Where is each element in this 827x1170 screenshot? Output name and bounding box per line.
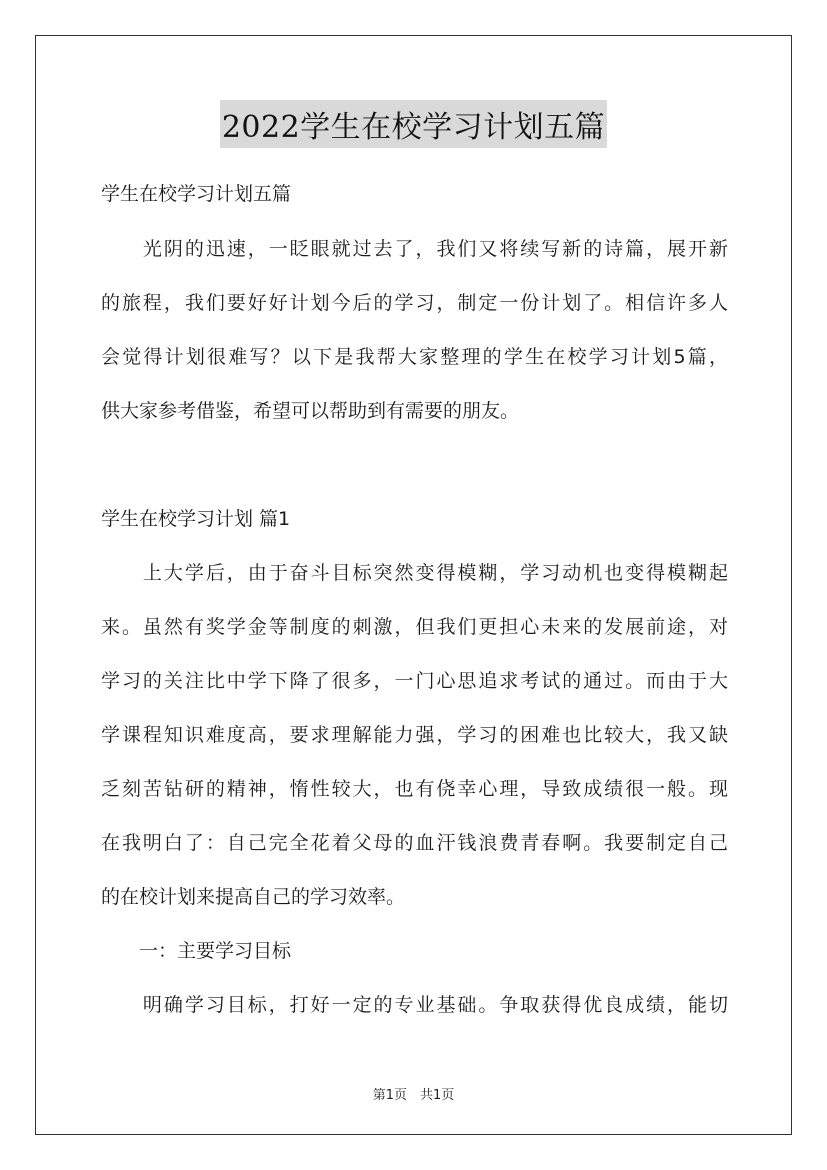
section-1-line-5: 乏刻苦钻研的精神，惰性较大，也有侥幸心理，导致成绩很一般。现: [101, 778, 728, 800]
section-1-line-2: 来。虽然有奖学金等制度的刺激，但我们更担心未来的发展前途，对: [101, 616, 728, 638]
goal-line: 明确学习目标，打好一定的专业基础。争取获得优良成绩，能切: [101, 994, 728, 1016]
section-1-line-6: 在我明白了：自己完全花着父母的血汗钱浪费青春啊。我要制定自己: [101, 832, 728, 854]
document-title-text: 2022学生在校学习计划五篇: [220, 100, 607, 148]
intro-line-3: 会觉得计划很难写？以下是我帮大家整理的学生在校学习计划5篇，: [101, 346, 728, 368]
subtitle: 学生在校学习计划五篇: [101, 183, 292, 205]
intro-line-1: 光阴的迅速，一眨眼就过去了，我们又将续写新的诗篇，展开新: [101, 238, 728, 260]
section-1-line-4: 学课程知识难度高，要求理解能力强，学习的困难也比较大，我又缺: [101, 724, 728, 746]
section-1-line-1: 上大学后，由于奋斗目标突然变得模糊，学习动机也变得模糊起: [101, 562, 728, 584]
intro-line-2: 的旅程，我们要好好计划今后的学习，制定一份计划了。相信许多人: [101, 292, 728, 314]
document-title: [0, 100, 827, 148]
section-1-line-3: 学习的关注比中学下降了很多，一门心思追求考试的通过。而由于大: [101, 670, 728, 692]
section-1-heading: 学生在校学习计划 篇1: [101, 508, 291, 530]
intro-line-4: 供大家参考借鉴，希望可以帮助到有需要的朋友。: [101, 400, 520, 422]
page-footer: 第1页 共1页: [372, 1088, 455, 1103]
section-1-line-7: 的在校计划来提高自己的学习效率。: [101, 886, 406, 908]
goal-heading: 一：主要学习目标: [101, 940, 292, 962]
